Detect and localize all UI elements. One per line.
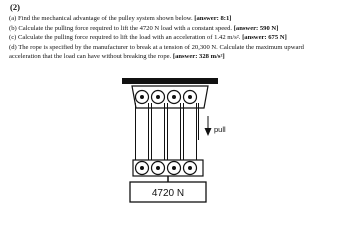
- answer-a: [answer: 8:1]: [194, 15, 232, 22]
- rope: [136, 103, 199, 160]
- load-label: 4720 N: [151, 188, 185, 199]
- question-b: (b) Calculate the pulling force required to lift the 4720 N load with a constant speed. [answer: 590 N]: [9, 24, 279, 32]
- answer-d: [answer: 328 m/s²]: [172, 53, 225, 61]
- question-c: (c) Calculate the pulling force required to lift the load with an acceleration of 1.42 m/s². [answer: 675 N]: [9, 34, 287, 42]
- answer-c: [answer: 675 N]: [242, 34, 287, 42]
- lower-pulley-block: [133, 160, 203, 176]
- question-a: (a) Find the mechanical advantage of the pulley system shown below. [answer: 8:1]: [9, 15, 232, 22]
- question-d: (d) The rope is specified by the manufacturer to break at a tension of 20,300 N. Calculate the maximum upward: [9, 43, 304, 51]
- pull-label: pull: [214, 125, 226, 134]
- problem-number: (2): [10, 2, 20, 12]
- question-d-continued: acceleration that the load can have without breaking the rope. [answer: 328 m/s²]: [9, 53, 225, 61]
- ceiling-beam: [122, 78, 218, 84]
- pull-arrow: [205, 116, 212, 136]
- answer-b: [answer: 590 N]: [233, 24, 279, 32]
